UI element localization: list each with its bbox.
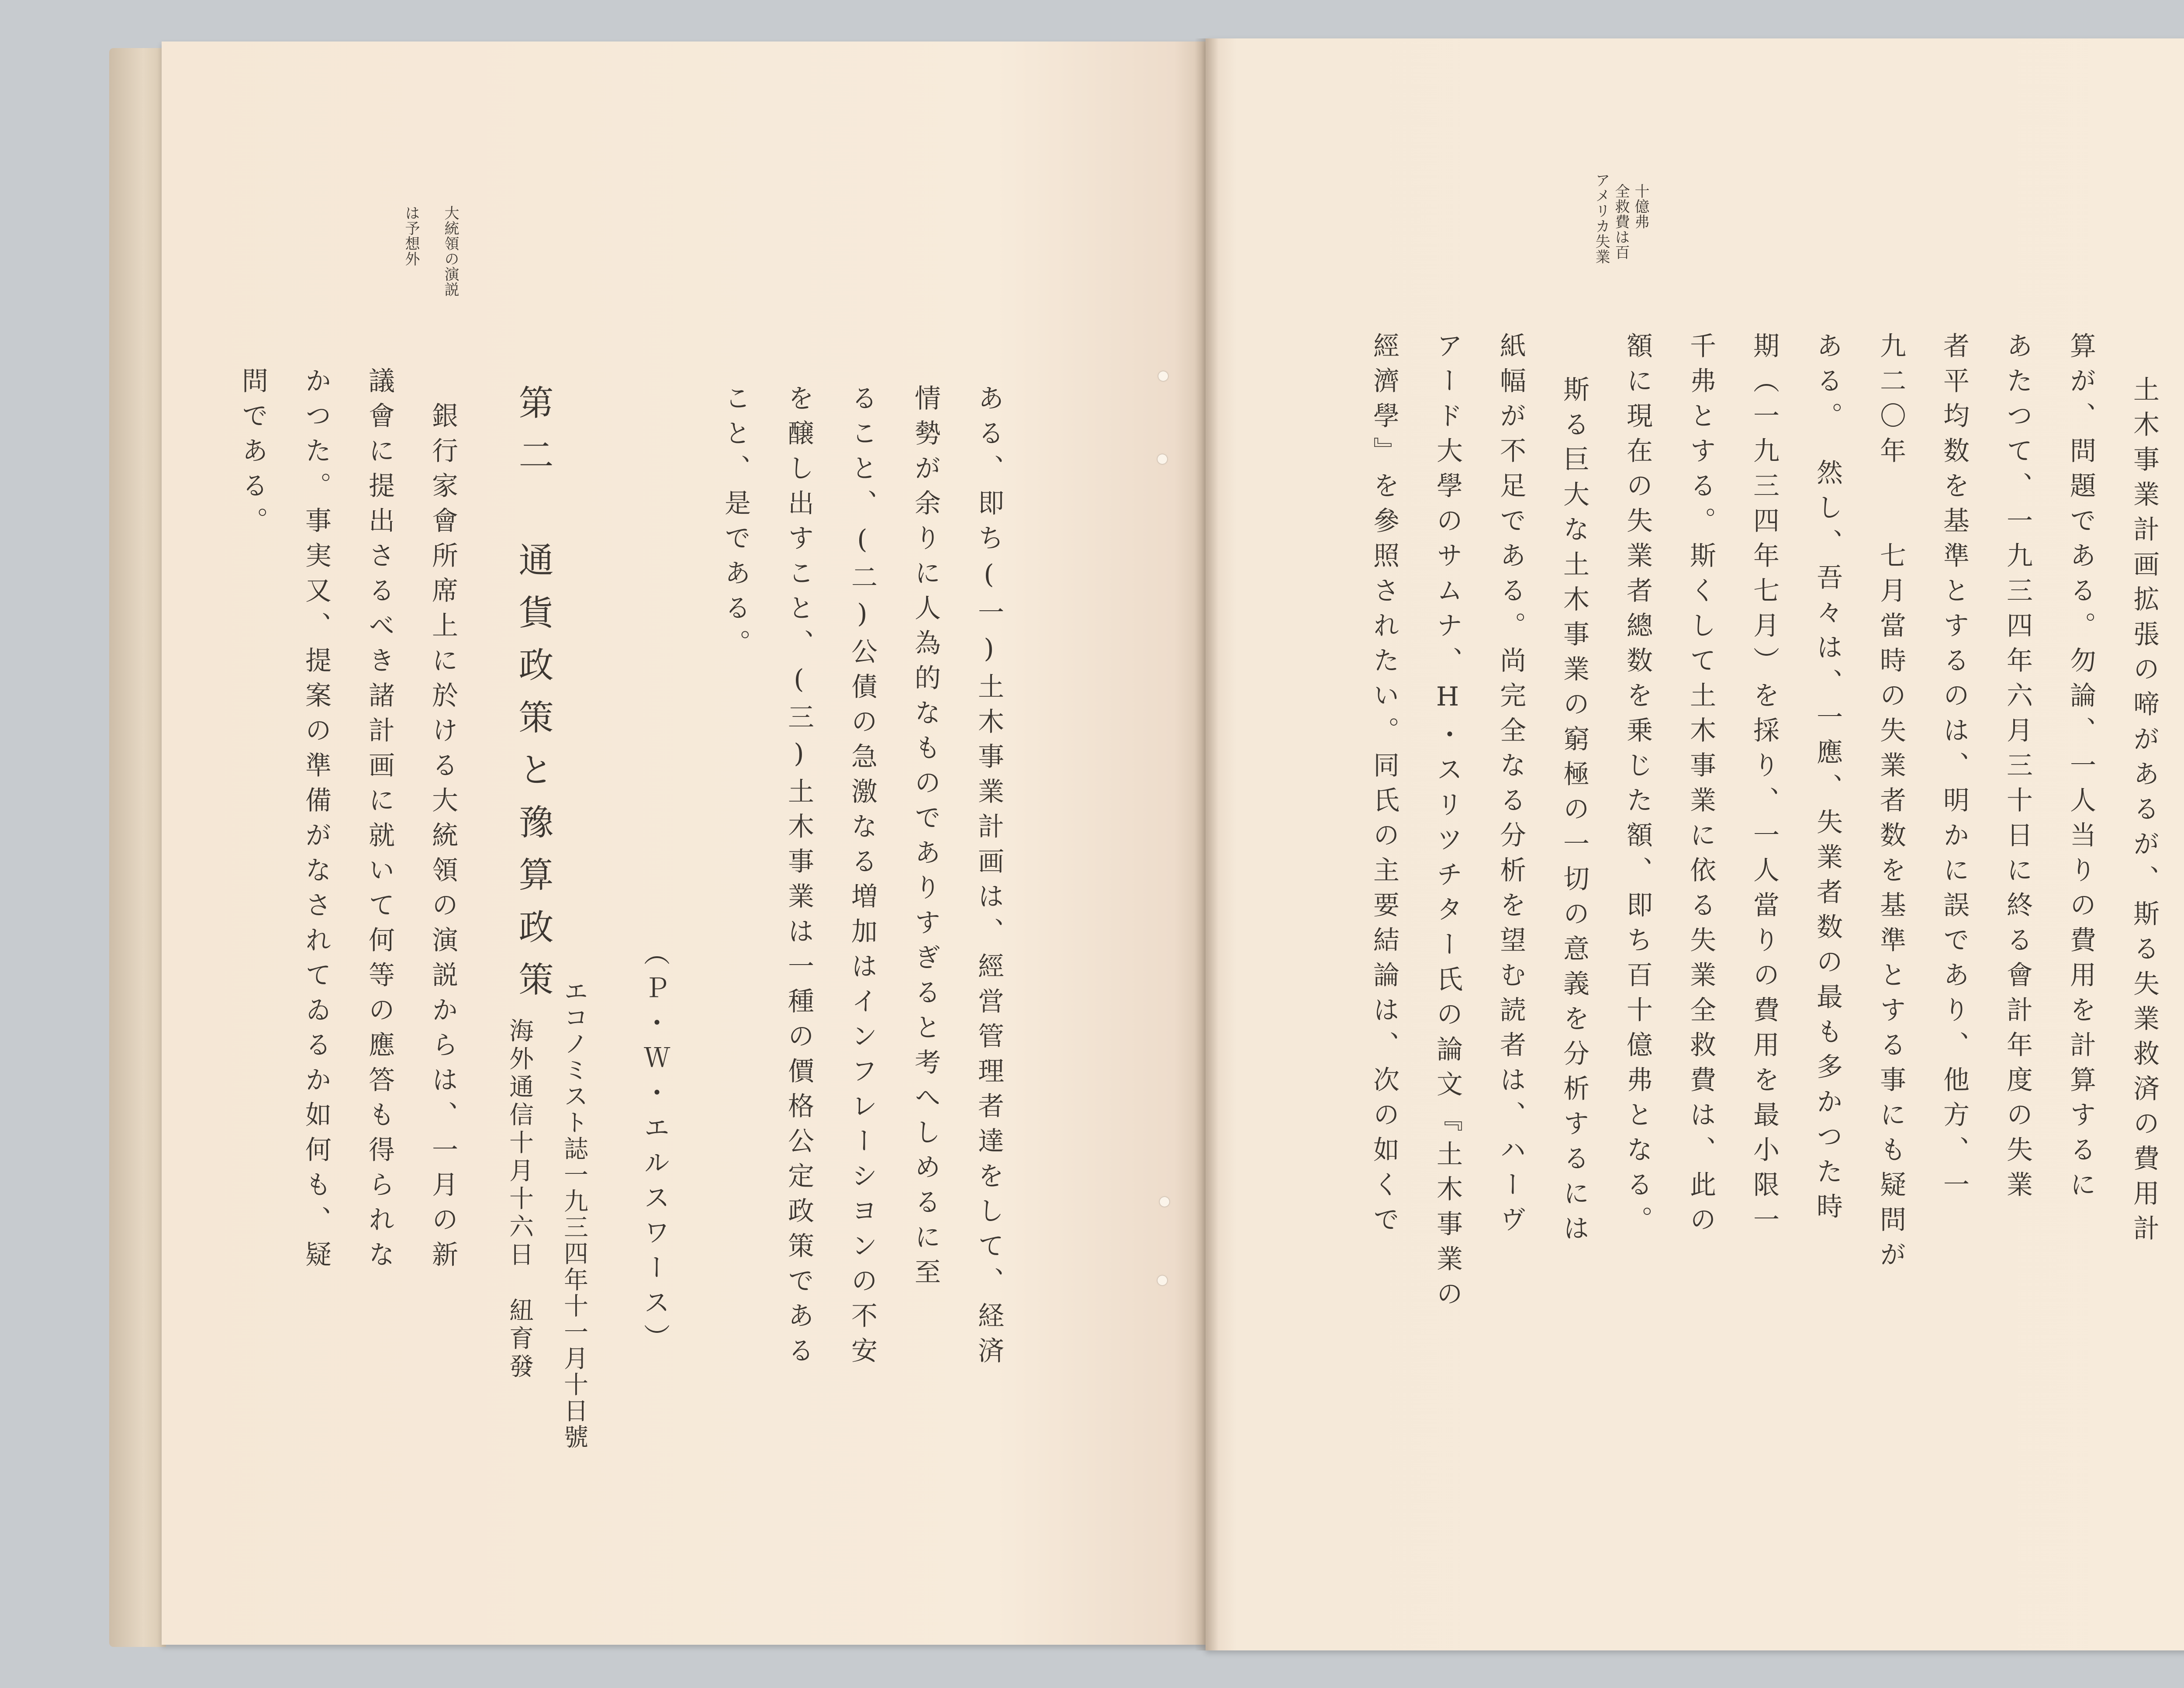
right-column-13: 經濟學』を參照されたい。同氏の主要結論は、次の如くで xyxy=(1369,332,1400,1241)
right-margin-note-1: アメリカ失業 xyxy=(1593,173,1610,264)
binding-pin xyxy=(1160,1197,1169,1207)
right-column-8: 千弗とする。斯くして土木事業に依る失業全救費は、此の xyxy=(1686,332,1716,1241)
right-column-9: 額に現在の失業者總数を乗じた額、即ち百十億弗となる。 xyxy=(1622,332,1653,1241)
binding-pin xyxy=(1158,371,1168,381)
source-line-2: 海外通信十月十六日 紐育發 xyxy=(505,1018,534,1381)
right-column-12: アード大學のサムナ、H・スリツチター氏の論文『土木事業の xyxy=(1432,332,1463,1315)
right-column-6: ある。 然し、吾々は、一應、失業者数の最も多かつた時 xyxy=(1812,332,1843,1228)
left-page-edges xyxy=(109,48,166,1647)
left-body-column-2: 議會に提出さるべき諸計画に就いて何等の應答も得られな xyxy=(364,367,395,1276)
binding-pin xyxy=(1158,1276,1167,1285)
source-line-1: エコノミスト誌一九三四年十一月十日號 xyxy=(560,979,588,1450)
section-heading: 第二 通貨政策と豫算政策 xyxy=(513,384,553,1013)
left-column-3: ること、(二)公債の急激なる増加はインフレーシヨンの不安 xyxy=(847,384,878,1372)
left-body-column-1: 銀行家會所席上に於ける大統領の演説からは、一月の新 xyxy=(428,402,458,1276)
left-margin-note-2: は予想外 xyxy=(402,205,420,266)
right-column-10: 斯る巨大な土木事業の窮極の一切の意義を分析するには xyxy=(1559,376,1590,1249)
right-column-11: 紙幅が不足である。尚完全なる分析を望む読者は、ハーヴ xyxy=(1496,332,1526,1241)
right-column-5: 九二〇年 七月當時の失業者数を基準とする事にも疑問が xyxy=(1876,332,1906,1276)
right-column-1: 土木事業計画拡張の啼があるが、斯る失業救済の費用計 xyxy=(2129,376,2160,1249)
left-column-4: を醸し出すこと、(三)土木事業は一種の價格公定政策である xyxy=(784,384,814,1372)
right-column-3: あたつて、一九三四年六月三十日に終る會計年度の失業 xyxy=(2002,332,2033,1206)
binding-pin xyxy=(1158,454,1167,464)
right-margin-note-2: 全救費は百 xyxy=(1612,183,1630,260)
right-margin-note-3: 十億弗 xyxy=(1632,183,1649,229)
left-column-2: 情勢が余りに人為的なものでありすぎると考へしめるに至 xyxy=(910,384,941,1293)
right-column-2: 算が、問題である。勿論、一人当りの費用を計算するに xyxy=(2066,332,2096,1206)
left-column-5: こと、是である。 xyxy=(720,384,751,664)
left-body-column-3: かつた。事実又、提案の準備がなされてゐるか如何も、疑 xyxy=(301,367,332,1276)
book-gutter xyxy=(1195,38,1219,1650)
left-column-1: ある、即ち(一)土木事業計画は、經営管理者達をして、経済 xyxy=(974,384,1004,1372)
author-credit: （Ｐ・Ｗ・エルスワース） xyxy=(639,939,670,1359)
left-margin-note-1: 大統領の演説 xyxy=(442,205,459,297)
right-column-4: 者平均数を基準とするのは、明かに誤であり、他方、一 xyxy=(1939,332,1970,1206)
left-body-column-4: 問である。 xyxy=(238,367,268,542)
right-column-7: 期（一九三四年七月）を採り、一人當りの費用を最小限一 xyxy=(1749,332,1780,1241)
